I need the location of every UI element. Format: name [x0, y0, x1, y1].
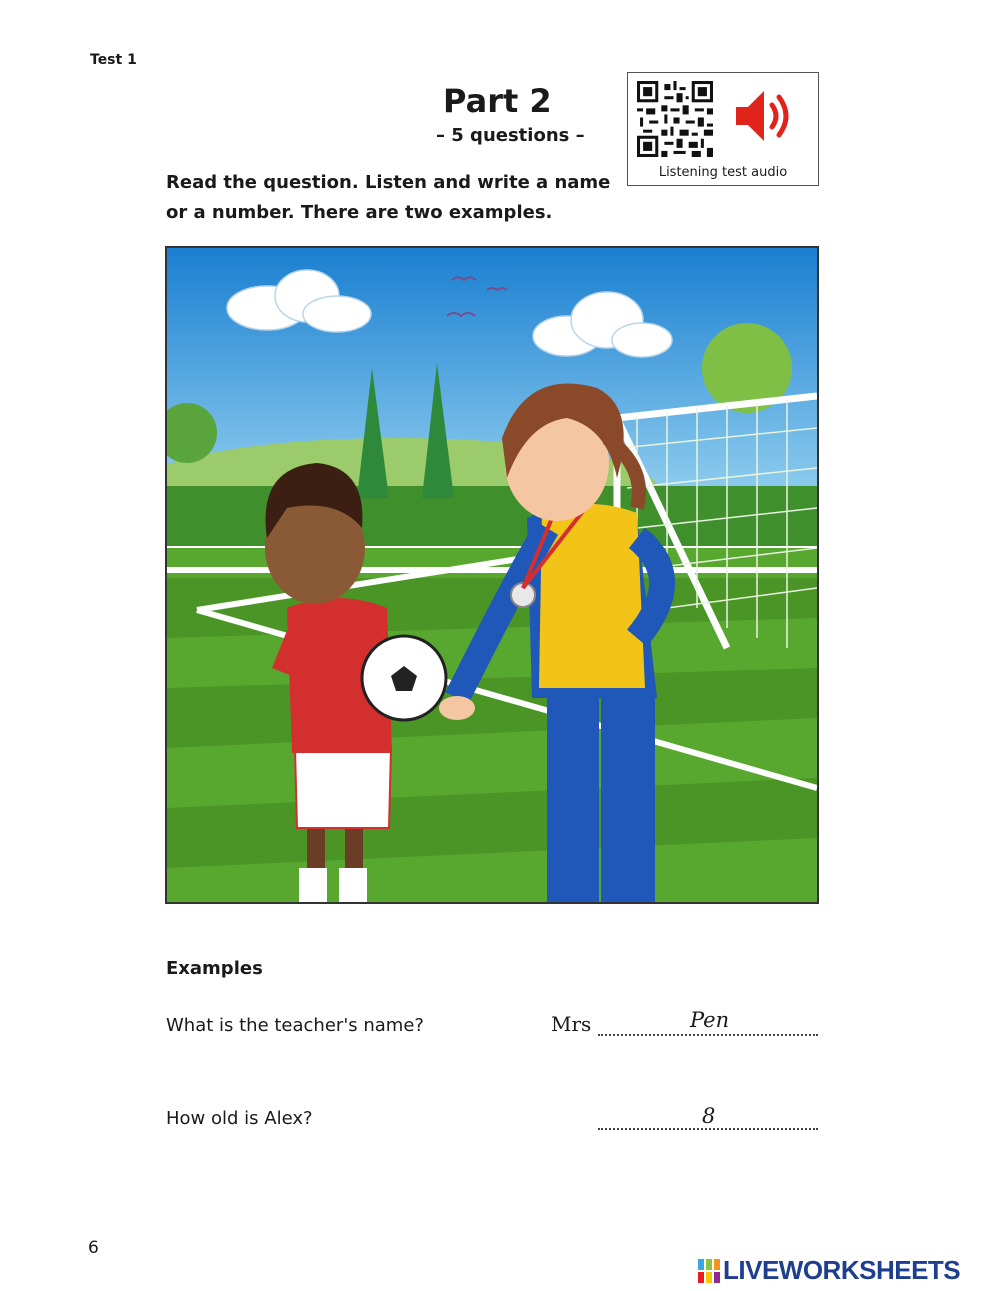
speaker-icon[interactable]	[732, 85, 798, 147]
audio-label: Listening test audio	[658, 165, 788, 180]
football-scene-illustration	[165, 246, 819, 904]
example-answer-1-line	[598, 1034, 818, 1036]
example-question-1: What is the teacher's name?	[166, 1015, 424, 1036]
test-label: Test 1	[90, 52, 137, 68]
liveworksheets-logo-icon	[698, 1259, 720, 1283]
example-answer-1-prefix: Mrs	[551, 1012, 592, 1036]
example-answer-2[interactable]: 8	[702, 1104, 716, 1128]
examples-heading: Examples	[166, 958, 263, 979]
example-question-2: How old is Alex?	[166, 1108, 313, 1129]
liveworksheets-logo[interactable]	[698, 1255, 960, 1286]
qr-code-icon[interactable]	[637, 81, 713, 157]
example-answer-1[interactable]: Pen	[690, 1008, 730, 1032]
brand-name: LIVEWORKSHEETS	[723, 1255, 961, 1285]
part-title: Part 2	[443, 82, 552, 120]
instructions: Read the question. Listen and write a name or a number. There are two examples.	[166, 172, 611, 223]
audio-player[interactable]	[627, 72, 819, 186]
page-number: 6	[88, 1238, 99, 1258]
part-subtitle: – 5 questions –	[436, 125, 585, 146]
example-answer-2-line	[598, 1128, 818, 1130]
